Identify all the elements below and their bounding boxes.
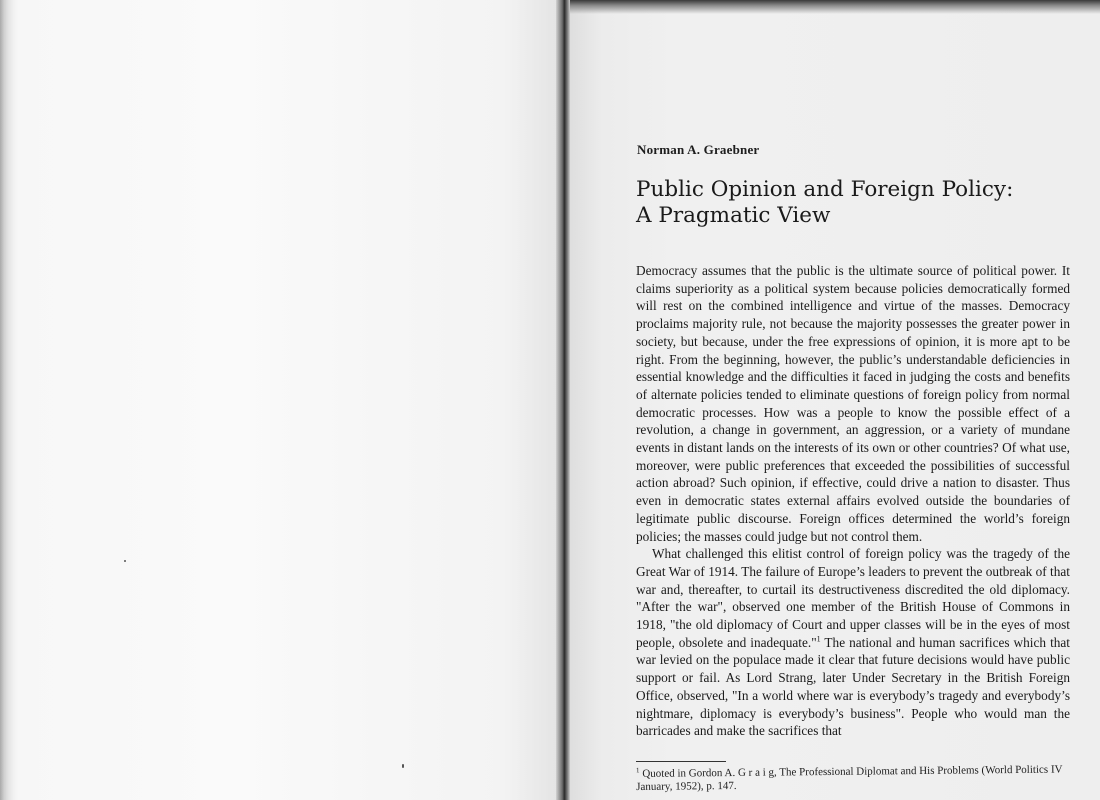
article-body bbox=[636, 262, 1070, 740]
paper-speck bbox=[124, 560, 126, 562]
article-title bbox=[636, 177, 1076, 229]
paragraph-2-text: What challenged this elitist control of foreign policy was the tragedy of the Great War of 1914. The failure of Europe’s leaders to prevent the outbreak of that war and, thereafter, to curtail its destructiveness discredited the old diplomacy. "After the war", observed one member of the British House of Commons in 1918, "the old diplomacy of Court and upper classes will be in the eyes of most people, obsolete and inadequate." bbox=[636, 546, 1070, 650]
paragraph-2-continuation: The national and human sacrifices which that war levied on the populace made it clear that future decisions would have public support or fail. As Lord Strang, later Under Secretary in the British Foreign Office, observed, "In a world where war is everybody’s tragedy and everybody’s nightmare, diplomacy is everybody’s business". People who would man the barricades and make the sacrifices that bbox=[636, 634, 1071, 739]
body-paragraph-1: Democracy assumes that the public is the ultimate source of political power. It claims superiority as a political system because policies democratically formed will rest on the combined intelligence and virtue of the masses. Democracy proclaims majority rule, not because the majority possesses the greater power in society, but because, under the free expressions of opinion, it is more apt to be right. From the beginning, however, the public’s understandable deficiencies in essential knowledge and the difficulties it faced in judging the costs and benefits of alternate policies tended to eliminate questions of foreign policy from normal democratic processes. How was a people to know the possible effect of a revolution, a change in government, an aggression, or a variety of mundane events in distant lands on the interests of its own or other countries? Of what use, moreover, were public preferences that exceeded the possibilities of successful action abroad? Such opinion, if effective, could drive a nation to disaster. Thus even in democratic states external affairs evolved outside the boundaries of legitimate public discourse. Foreign offices determined the world’s foreign policies; the masses could judge but not control them. bbox=[636, 263, 1070, 544]
book-gutter bbox=[556, 0, 570, 800]
left-page-blank bbox=[18, 0, 558, 800]
title-line-1: Public Opinion and Foreign Policy: bbox=[636, 177, 1014, 202]
footnote-text: Quoted in Gordon A. G r a i g, The Professional Diplomat and His Problems (World Politics IV January, 1952), p. 147. bbox=[636, 763, 1063, 793]
footnote-divider bbox=[636, 761, 726, 762]
page-stack-edge bbox=[0, 0, 18, 800]
article-author: Norman A. Graebner bbox=[637, 142, 760, 157]
footnote-reference[interactable]: 1 bbox=[816, 634, 821, 644]
page-top-shadow bbox=[570, 0, 1100, 14]
paper-speck bbox=[402, 764, 404, 768]
footnote bbox=[636, 763, 1072, 794]
body-paragraph-2 bbox=[636, 545, 1070, 740]
footnote-number: 1 bbox=[635, 766, 640, 775]
title-line-2: A Pragmatic View bbox=[636, 203, 831, 228]
